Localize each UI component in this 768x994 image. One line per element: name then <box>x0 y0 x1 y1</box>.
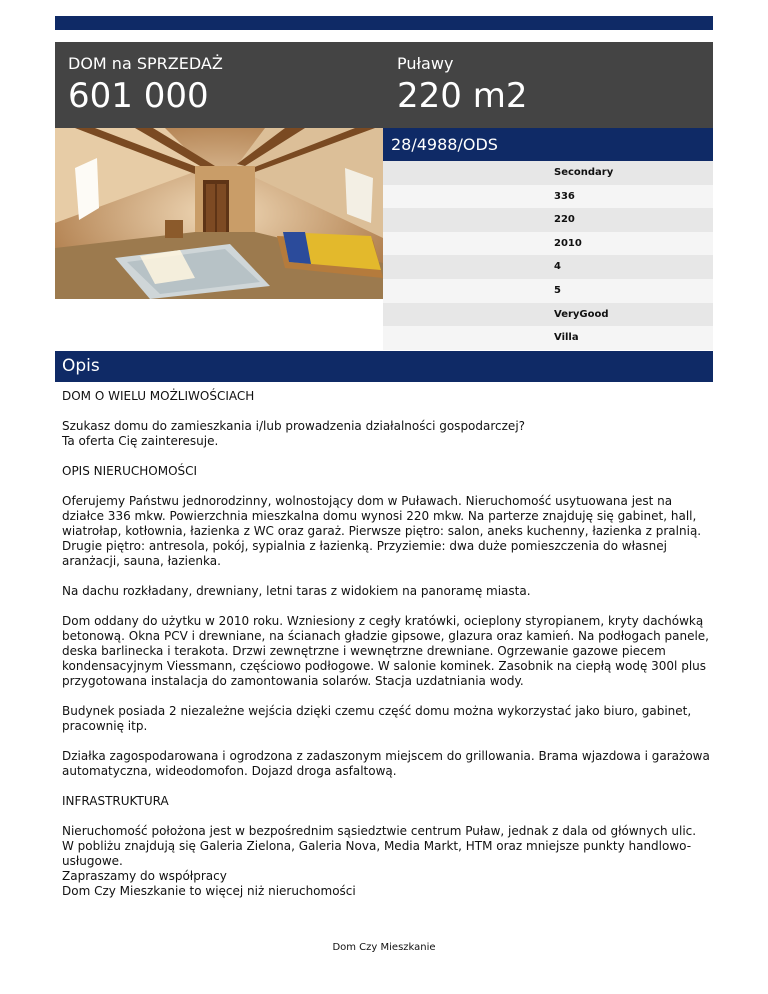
description-paragraph: Budynek posiada 2 niezależne wejścia dzięki czemu część domu można wykorzystać jako biuro, gabinet, pracownię itp. <box>62 704 692 733</box>
description-paragraph: Oferujemy Państwu jednorodzinny, wolnostojący dom w Puławach. Nieruchomość usytuowana jest na działce 336 mkw. Powierzchnia mieszkalna domu wynosi 220 mkw. Na parterze znajduję się gabinet, hall, wiatrołap, kotłownia, łazienka z WC oraz garaż. Pierwsze piętro: salon, aneks kuchenny, łazienka z pralnią. Drugie piętro: antresola, pokój, sypialnia z łazienką. Przyziemie: dwa duże pomieszczenia do własnej aranżacji, sauna, łazienka. <box>62 494 702 568</box>
top-accent-bar <box>55 16 713 30</box>
description-paragraph: Działka zagospodarowana i ogrodzona z zadaszonym miejscem do grillowania. Brama wjazdowa i garażowa automatyczna, wideodomofon. Dojazd droga asfaltową. <box>62 749 710 778</box>
price: 601 000 <box>68 76 209 116</box>
spec-row-floors: 5 <box>383 279 713 303</box>
property-photo <box>55 128 383 299</box>
spec-row-condition: VeryGood <box>383 303 713 327</box>
spec-row-rooms: 4 <box>383 255 713 279</box>
city-label: Puławy <box>397 54 454 73</box>
property-type-label: DOM na SPRZEDAŻ <box>68 54 223 73</box>
spec-table <box>383 161 713 350</box>
description-body <box>62 389 710 899</box>
description-paragraph: INFRASTRUKTURA <box>62 794 169 808</box>
spec-row-plot-area: 336 <box>383 185 713 209</box>
description-paragraph: Na dachu rozkładany, drewniany, letni taras z widokiem na panoramę miasta. <box>62 584 531 598</box>
spec-row-year-built: 2010 <box>383 232 713 256</box>
description-paragraph: Nieruchomość położona jest w bezpośrednim sąsiedztwie centrum Puław, jednak z dala od głównych ulic. W pobliżu znajdują się Galeria Zielona, Galeria Nova, Media Markt, HTM oraz mniejsze punkty handlowo-usługowe. Zapraszamy do współpracy Dom Czy Mieszkanie to więcej niż nieruchomości <box>62 824 697 898</box>
description-paragraph: Szukasz domu do zamieszkania i/lub prowadzenia działalności gospodarczej? Ta oferta Cię zainteresuje. <box>62 419 526 448</box>
listing-header <box>55 42 713 128</box>
description-section-title: Opis <box>55 351 713 382</box>
spec-row-building-type: Villa <box>383 326 713 350</box>
property-photo-image <box>55 128 383 299</box>
footer-company: Dom Czy Mieszkanie <box>332 942 436 953</box>
description-paragraph: DOM O WIELU MOŻLIWOŚCIACH <box>62 389 255 403</box>
spec-row-living-area: 220 <box>383 208 713 232</box>
description-paragraph: Dom oddany do użytku w 2010 roku. Wzniesiony z cegły kratówki, ocieplony styropianem, kryty dachówką betonową. Okna PCV i drewniane, na ścianach gładzie gipsowe, glazura oraz kamień. Na podłogach panele, deska barlinecka i terakota. Drzwi zewnętrzne i wewnętrzne drewniane. Ogrzewanie gazowe piecem kondensacyjnym Viessmann, częściowo podłogowe. W salonie kominek. Zasobnik na ciepłą wodę 300l plus przygotowana instalacja do zamontowania solarów. Stacja uzdatniania wody. <box>62 614 709 688</box>
spec-row-market: Secondary <box>383 161 713 185</box>
description-paragraph: OPIS NIERUCHOMOŚCI <box>62 464 198 478</box>
reference-number: 28/4988/ODS <box>383 128 713 161</box>
area-value: 220 m2 <box>397 76 528 116</box>
